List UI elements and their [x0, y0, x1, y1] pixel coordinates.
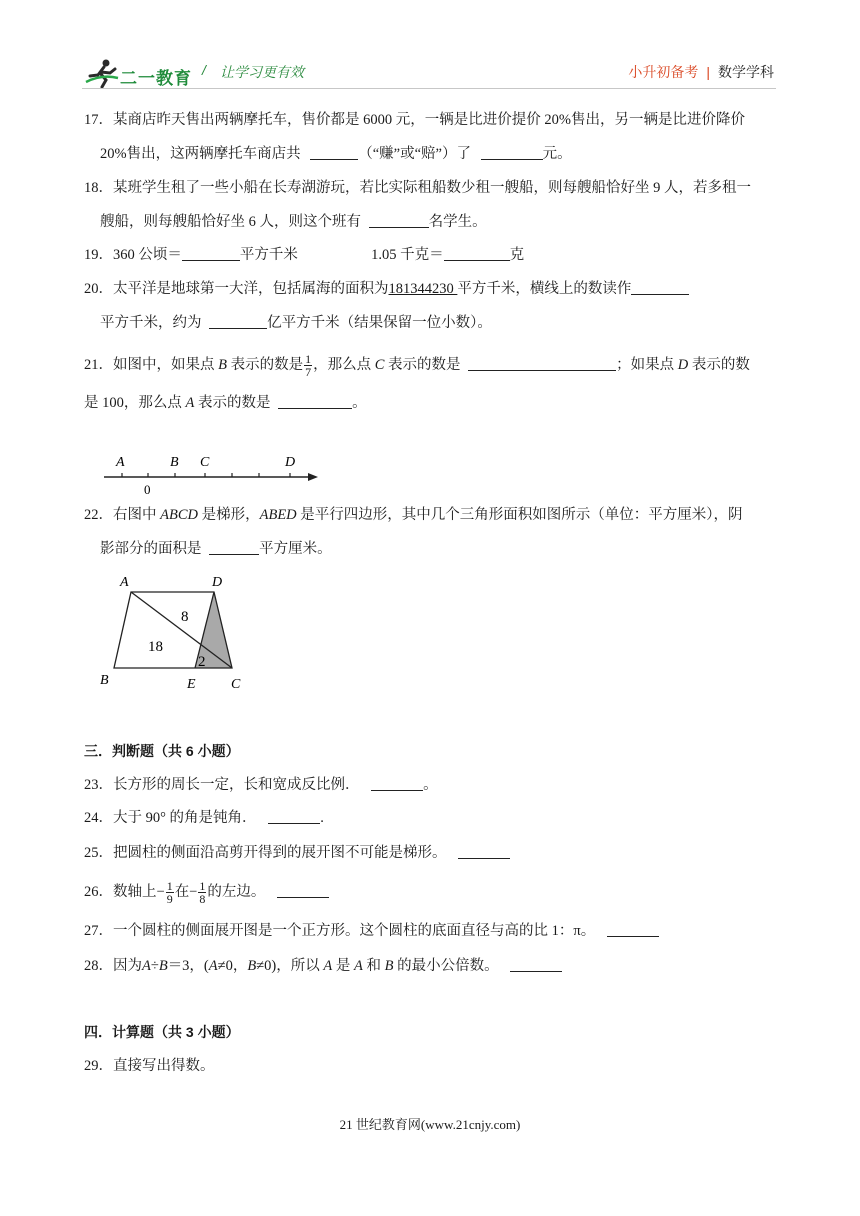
q20-text-a: 20．太平洋是地球第一大洋，包括属海的面积为 [84, 281, 389, 297]
q19-line [84, 245, 524, 265]
q17-line1: 17．某商店昨天售出两辆摩托车，售价都是 6000 元，一辆是比进价提价 20%售出，另一辆是比进价降价 [84, 112, 745, 128]
q20-blank-1[interactable] [631, 280, 689, 295]
q28-text-g: 的最小公倍数。 [397, 958, 499, 974]
page-footer: 21 世纪教育网(www.21cnjy.com) [339, 1117, 521, 1132]
header-slogan: 让学习更有效 [220, 64, 304, 80]
q27-blank[interactable] [607, 922, 659, 937]
axis-zero-label: 0 [144, 482, 151, 496]
q28-divide: ÷ [150, 958, 159, 974]
q28-text-a: 28．因为 [84, 958, 142, 974]
q19-text-a: 19．360 公顷＝ [84, 247, 182, 263]
q20-text-d: 亿平方千米（结果保留一位小数）。 [267, 315, 492, 331]
q17-blank-1[interactable] [310, 145, 358, 160]
q27-text: 27．一个圆柱的侧面展开图是一个正方形。这个圆柱的底面直径与高的比 1：π。 [84, 923, 596, 939]
section-4-title: 四．计算题（共 3 小题） [84, 1024, 240, 1040]
number-line-arrow [308, 473, 318, 481]
vertex-c: C [231, 677, 241, 692]
axis-label-a: A [116, 455, 125, 470]
q28-var-b2: B [247, 958, 257, 974]
q18-text-b: 名学生。 [428, 214, 487, 230]
q27-line [84, 921, 659, 941]
q21-text-h: 表示的数是 [197, 395, 271, 411]
q21-text-b: 表示的数是 [230, 356, 304, 373]
q21-fraction: $\frac{1}{7}$ [305, 352, 312, 379]
logo-runner-icon [84, 58, 120, 88]
q21-var-a: A [185, 395, 195, 411]
q22-abed: ABED [259, 507, 297, 523]
q26-line [84, 880, 329, 905]
q21-var-b: B [218, 356, 227, 373]
q21-text-e: ；如果点 [616, 356, 675, 373]
q23-text: 23．长方形的周长一定，长和宽成反比例． [84, 777, 360, 793]
q22-line2 [100, 539, 332, 559]
header-slash: / [202, 62, 206, 78]
q28-line [84, 956, 562, 976]
q20-number: 181344230 [388, 281, 458, 297]
q23-end: 。 [423, 777, 438, 793]
axis-label-d: D [285, 455, 296, 470]
q29-line: 29．直接写出得数。 [84, 1058, 215, 1074]
q28-var-a2: A [208, 958, 218, 974]
q21-text-g: 是 100，那么点 [84, 395, 182, 411]
header-rule [82, 88, 776, 89]
q22-blank[interactable] [209, 540, 259, 555]
q26-text-c: 的左边。 [207, 883, 266, 900]
q21-text-d: 表示的数是 [388, 356, 461, 373]
q21-blank-1[interactable] [468, 356, 616, 371]
q21-text-i: 。 [352, 395, 367, 411]
q25-text: 25．把圆柱的侧面沿高剪开得到的展开图不可能是梯形。 [84, 845, 447, 861]
q28-var-b: B [158, 958, 168, 974]
q19-text-d: 克 [509, 247, 525, 263]
q19-text-b: 平方千米 [239, 247, 298, 263]
q26-fraction-2: $\frac{1}{8}$ [199, 879, 206, 906]
q17-text-c: 元。 [542, 146, 572, 162]
q19-blank-2[interactable] [444, 246, 510, 261]
q26-text-b: 在− [174, 883, 198, 900]
header-separator: | [706, 64, 710, 80]
q28-blank[interactable] [510, 957, 562, 972]
area-8: 8 [181, 609, 189, 625]
q21-text-a: 21．如图中，如果点 [84, 356, 215, 373]
q22-text-c: 是平行四边形，其中几个三角形面积如图所示（单位：平方厘米），阴 [300, 507, 743, 523]
trapezoid-figure [96, 570, 256, 694]
q21-text-f: 表示的数 [691, 356, 750, 373]
q21-line1 [84, 353, 750, 378]
q22-text-e: 平方厘米。 [259, 541, 332, 557]
q20-text-b: 平方千米，横线上的数读作 [457, 281, 632, 297]
q25-line [84, 843, 510, 863]
header-right [628, 62, 774, 82]
q28-var-a4: A [354, 958, 363, 974]
q22-text-b: 是梯形， [201, 507, 260, 523]
q23-blank[interactable] [371, 776, 423, 791]
q22-line1 [84, 505, 743, 525]
q24-blank[interactable] [268, 809, 320, 824]
q25-blank[interactable] [458, 844, 510, 859]
q22-abcd: ABCD [160, 507, 198, 523]
header-category: 小升初备考 [628, 64, 699, 80]
q17-blank-2[interactable] [481, 145, 543, 160]
axis-label-c: C [200, 455, 210, 470]
vertex-d: D [212, 575, 223, 590]
number-line-figure [96, 448, 326, 496]
q19-text-c: 1.05 千克＝ [371, 247, 444, 263]
q17-text-b: （“赚”或“赔”）了 [358, 146, 471, 162]
q28-text-c: ≠0， [217, 958, 248, 974]
q18-line1: 18．某班学生租了一些小船在长寿湖游玩，若比实际租船数少租一艘船，则每艘船恰好坐 9 人，若多租一 [84, 180, 751, 196]
logo-text: 二一教育 [120, 69, 192, 88]
q17-text-a: 20%售出，这两辆摩托车商店共 [100, 146, 301, 162]
q26-text-a: 26．数轴上− [84, 883, 165, 900]
axis-label-b: B [170, 455, 179, 470]
q26-fraction-1: $\frac{1}{9}$ [166, 879, 173, 906]
q24-text: 24．大于 90° 的角是钝角． [84, 810, 257, 826]
q24-line [84, 808, 324, 828]
q21-text-c: ，那么点 [313, 356, 372, 373]
area-18: 18 [148, 639, 163, 655]
header-subject: 数学学科 [718, 64, 774, 80]
section-3-title: 三．判断题（共 6 小题） [84, 743, 240, 759]
q24-end: . [320, 810, 324, 826]
q18-text-a: 艘船，则每艘船恰好坐 6 人，则这个班有 [100, 214, 361, 230]
q18-blank[interactable] [369, 213, 429, 228]
q28-text-d: ≠0)，所以 [256, 958, 320, 974]
area-2: 2 [198, 654, 206, 670]
q22-text-d: 影部分的面积是 [100, 541, 202, 557]
q21-line2 [84, 393, 367, 413]
q20-text-c: 平方千米，约为 [100, 315, 202, 331]
q28-text-f: 和 [366, 958, 381, 974]
q20-line1 [84, 279, 689, 299]
q21-blank-2[interactable] [278, 394, 352, 409]
q22-text-a: 22．右图中 [84, 507, 157, 523]
q28-text-e: 是 [335, 958, 351, 974]
q23-line [84, 775, 438, 795]
q18-line2 [100, 212, 487, 232]
q17-line2 [100, 144, 572, 164]
q28-var-b3: B [384, 958, 394, 974]
vertex-a: A [120, 575, 129, 590]
q28-text-b: ＝3，( [167, 958, 209, 974]
q21-var-d: D [677, 356, 689, 373]
q21-var-c: C [374, 356, 385, 373]
q19-blank-1[interactable] [182, 246, 240, 261]
q20-blank-2[interactable] [209, 314, 267, 329]
vertex-b: B [100, 673, 109, 688]
q20-line2 [100, 313, 492, 333]
q28-var-a3: A [323, 958, 333, 974]
q26-blank[interactable] [277, 883, 329, 898]
q28-var-a: A [142, 958, 151, 974]
vertex-e: E [187, 677, 196, 692]
